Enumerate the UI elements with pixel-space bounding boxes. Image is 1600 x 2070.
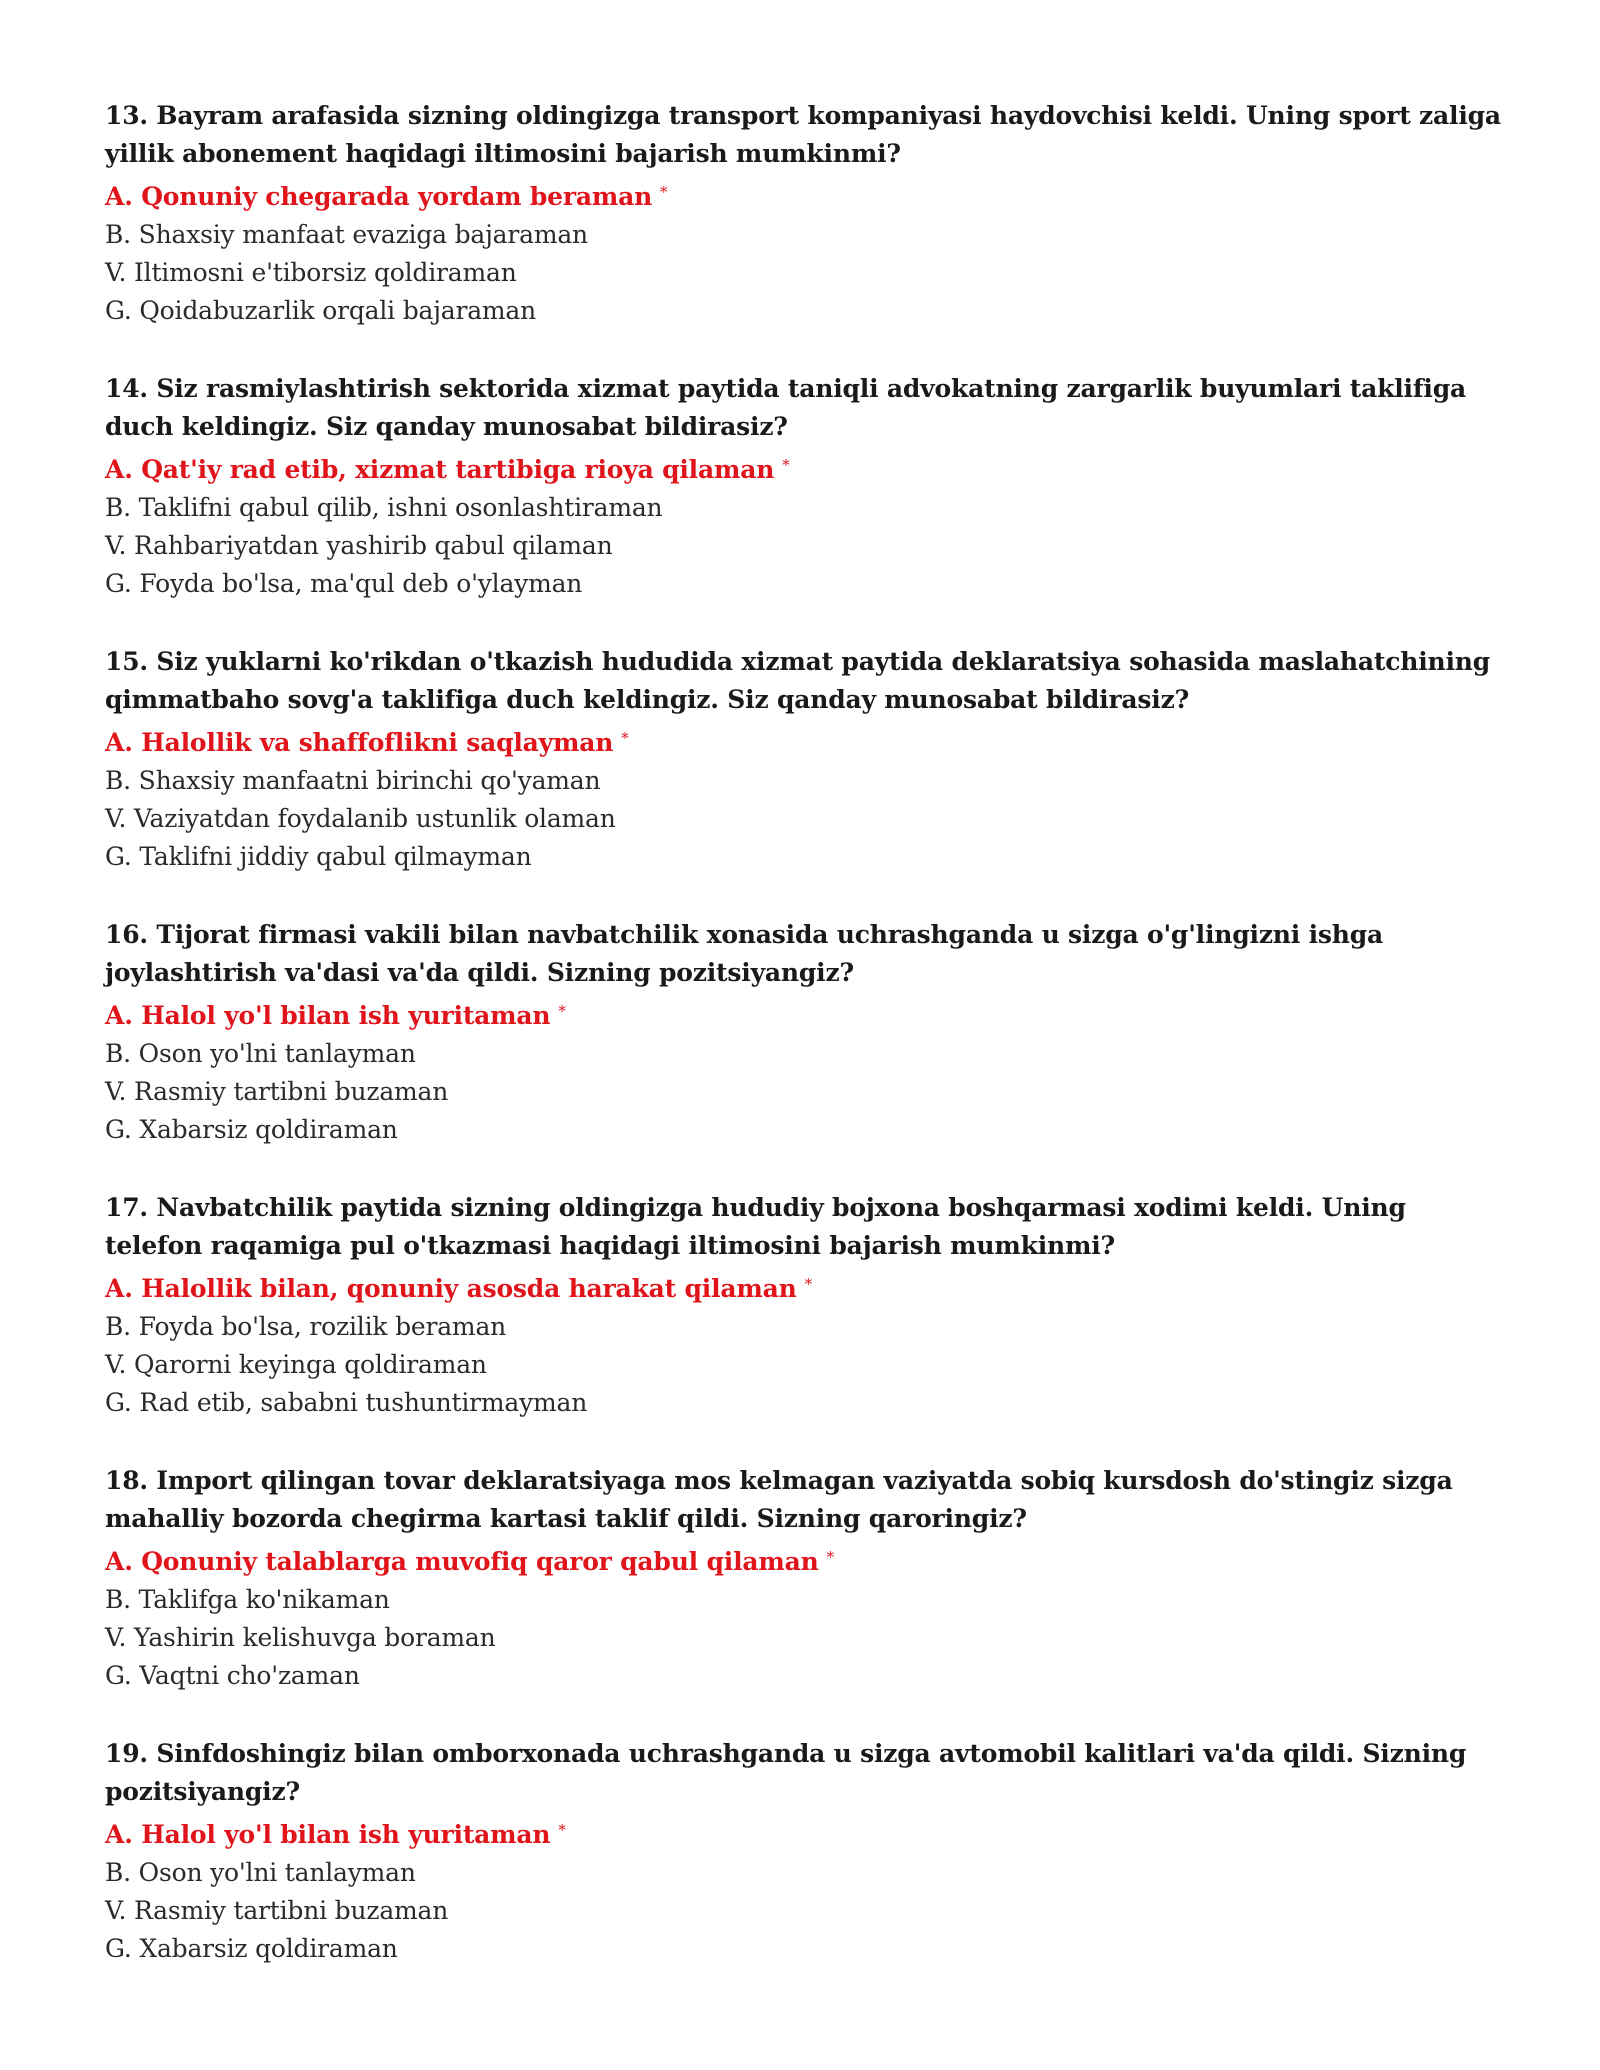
answer-b: B. Foyda bo'lsa, rozilik beraman <box>105 1312 507 1341</box>
answer-v: V. Qarorni keyinga qoldiraman <box>105 1350 487 1379</box>
answer-correct-label: A. Halollik va shaffoflikni saqlayman <box>105 728 614 757</box>
answer-g: G. Qoidabuzarlik orqali bajaraman <box>105 296 537 325</box>
question-14 <box>105 370 1505 603</box>
answer-v: V. Rahbariyatdan yashirib qabul qilaman <box>105 531 613 560</box>
answer-v: V. Yashirin kelishuvga boraman <box>105 1623 496 1652</box>
answer-b: B. Taklifni qabul qilib, ishni osonlashtiraman <box>105 493 663 522</box>
answer-v: V. Vaziyatdan foydalanib ustunlik olaman <box>105 804 616 833</box>
answer-correct <box>105 719 1505 762</box>
question-19 <box>105 1735 1505 1968</box>
answer-correct <box>105 992 1505 1035</box>
answer-correct <box>105 1265 1505 1308</box>
correct-marker: * <box>621 729 629 747</box>
correct-marker: * <box>782 456 790 474</box>
question-text: 13. Bayram arafasida sizning oldingizga transport kompaniyasi haydovchisi keldi. Uning sport zaliga yillik abonement haqidagi iltimosini bajarish mumkinmi? <box>105 101 1501 168</box>
question-text: 15. Siz yuklarni ko'rikdan o'tkazish hududida xizmat paytida deklaratsiya sohasida maslahatchining qimmatbaho sovg'a taklifiga duch keldingiz. Siz qanday munosabat bildirasiz? <box>105 647 1491 714</box>
answer-b: B. Taklifga ko'nikaman <box>105 1585 390 1614</box>
correct-marker: * <box>660 183 668 201</box>
question-17 <box>105 1189 1505 1422</box>
answer-correct-label: A. Halollik bilan, qonuniy asosda harakat qilaman <box>105 1274 797 1303</box>
document-page <box>105 97 1505 2008</box>
answer-correct-label: A. Qonuniy talablarga muvofiq qaror qabul qilaman <box>105 1547 819 1576</box>
question-text: 18. Import qilingan tovar deklaratsiyaga mos kelmagan vaziyatda sobiq kursdosh do'stingiz sizga mahalliy bozorda chegirma kartasi taklif qildi. Sizning qaroringiz? <box>105 1466 1453 1533</box>
question-18 <box>105 1462 1505 1695</box>
question-16 <box>105 916 1505 1149</box>
question-15 <box>105 643 1505 876</box>
answer-b: B. Shaxsiy manfaat evaziga bajaraman <box>105 220 588 249</box>
answer-g: G. Taklifni jiddiy qabul qilmayman <box>105 842 532 871</box>
correct-marker: * <box>826 1548 834 1566</box>
question-text: 17. Navbatchilik paytida sizning oldingizga hududiy bojxona boshqarmasi xodimi keldi. Uning telefon raqamiga pul o'tkazmasi haqidagi iltimosini bajarish mumkinmi? <box>105 1193 1406 1260</box>
answer-correct <box>105 1538 1505 1581</box>
answer-b: B. Oson yo'lni tanlayman <box>105 1858 416 1887</box>
answer-g: G. Rad etib, sababni tushuntirmayman <box>105 1388 588 1417</box>
answer-g: G. Vaqtni cho'zaman <box>105 1661 360 1690</box>
answer-b: B. Oson yo'lni tanlayman <box>105 1039 416 1068</box>
answer-correct-label: A. Halol yo'l bilan ish yuritaman <box>105 1820 551 1849</box>
answer-v: V. Rasmiy tartibni buzaman <box>105 1077 449 1106</box>
answer-correct <box>105 173 1505 216</box>
answer-correct <box>105 1811 1505 1854</box>
correct-marker: * <box>558 1002 566 1020</box>
question-text: 19. Sinfdoshingiz bilan omborxonada uchrashganda u sizga avtomobil kalitlari va'da qildi. Sizning pozitsiyangiz? <box>105 1739 1467 1806</box>
answer-b: B. Shaxsiy manfaatni birinchi qo'yaman <box>105 766 601 795</box>
answer-correct-label: A. Halol yo'l bilan ish yuritaman <box>105 1001 551 1030</box>
answer-correct-label: A. Qonuniy chegarada yordam beraman <box>105 182 653 211</box>
answer-g: G. Xabarsiz qoldiraman <box>105 1934 398 1963</box>
question-text: 14. Siz rasmiylashtirish sektorida xizmat paytida taniqli advokatning zargarlik buyumlari taklifiga duch keldingiz. Siz qanday munosabat bildirasiz? <box>105 374 1466 441</box>
answer-g: G. Foyda bo'lsa, ma'qul deb o'ylayman <box>105 569 583 598</box>
answer-correct <box>105 446 1505 489</box>
answer-v: V. Iltimosni e'tiborsiz qoldiraman <box>105 258 517 287</box>
correct-marker: * <box>558 1821 566 1839</box>
answer-correct-label: A. Qat'iy rad etib, xizmat tartibiga rioya qilaman <box>105 455 775 484</box>
correct-marker: * <box>804 1275 812 1293</box>
question-text: 16. Tijorat firmasi vakili bilan navbatchilik xonasida uchrashganda u sizga o'g'lingizni ishga joylashtirish va'dasi va'da qildi. Sizning pozitsiyangiz? <box>105 920 1384 987</box>
question-13 <box>105 97 1505 330</box>
answer-g: G. Xabarsiz qoldiraman <box>105 1115 398 1144</box>
answer-v: V. Rasmiy tartibni buzaman <box>105 1896 449 1925</box>
